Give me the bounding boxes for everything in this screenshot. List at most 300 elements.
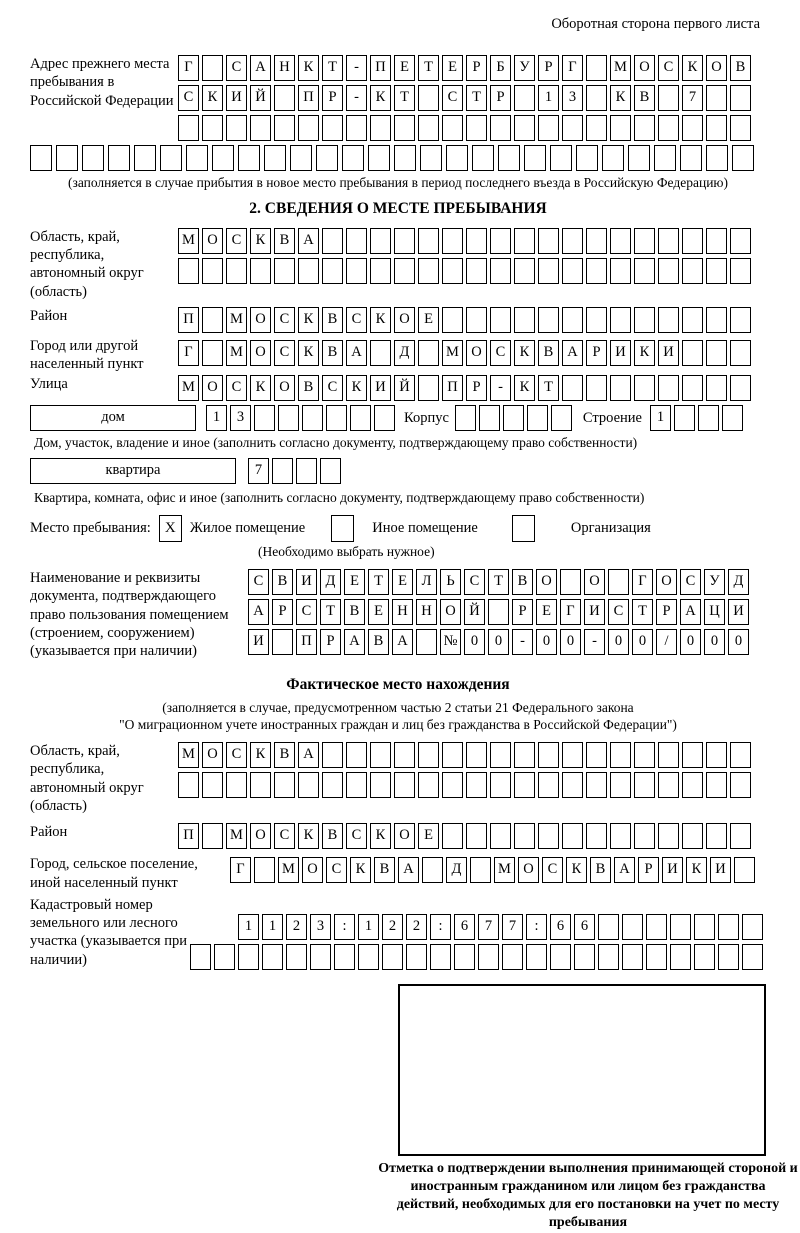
char-cell: Б bbox=[490, 55, 511, 81]
char-cell: К bbox=[298, 340, 319, 366]
char-cell: - bbox=[584, 629, 605, 655]
char-cell bbox=[56, 145, 78, 171]
stroenie-cells bbox=[650, 405, 746, 431]
char-cell: П bbox=[442, 375, 463, 401]
char-cell bbox=[682, 823, 703, 849]
char-cell: 0 bbox=[560, 629, 581, 655]
char-cell bbox=[488, 599, 509, 625]
char-cell bbox=[634, 228, 655, 254]
char-cell bbox=[490, 228, 511, 254]
char-cell bbox=[610, 742, 631, 768]
actual-region-row-1 bbox=[178, 742, 754, 768]
char-cell bbox=[202, 823, 223, 849]
house-note: Дом, участок, владение и иное (заполнить согласно документу, подтверждающему право собственности) bbox=[34, 435, 638, 451]
char-cell bbox=[466, 258, 487, 284]
char-cell bbox=[602, 145, 624, 171]
char-cell bbox=[706, 258, 727, 284]
char-cell bbox=[562, 228, 583, 254]
district-cells bbox=[178, 307, 754, 333]
char-cell: Й bbox=[394, 375, 415, 401]
char-cell: В bbox=[374, 857, 395, 883]
char-cell: 0 bbox=[608, 629, 629, 655]
char-cell: А bbox=[614, 857, 635, 883]
house-box-label: дом bbox=[30, 405, 196, 431]
char-cell bbox=[370, 228, 391, 254]
char-cell: Д bbox=[394, 340, 415, 366]
char-cell: Г bbox=[632, 569, 653, 595]
char-cell bbox=[298, 258, 319, 284]
char-cell: Р bbox=[586, 340, 607, 366]
char-cell bbox=[394, 772, 415, 798]
char-cell bbox=[706, 115, 727, 141]
char-cell bbox=[274, 85, 295, 111]
char-cell bbox=[730, 115, 751, 141]
char-cell: Р bbox=[466, 55, 487, 81]
char-cell bbox=[350, 405, 371, 431]
char-cell bbox=[682, 375, 703, 401]
char-cell: О bbox=[634, 55, 655, 81]
stay-type-note: (Необходимо выбрать нужное) bbox=[258, 544, 435, 560]
char-cell bbox=[718, 914, 739, 940]
char-cell bbox=[406, 944, 427, 970]
char-cell bbox=[514, 823, 535, 849]
char-cell: К bbox=[514, 340, 535, 366]
char-cell: Ц bbox=[704, 599, 725, 625]
actual-district-cells bbox=[178, 823, 754, 849]
char-cell: М bbox=[610, 55, 631, 81]
char-cell bbox=[586, 375, 607, 401]
korpus-label: Корпус bbox=[404, 410, 449, 427]
char-cell: У bbox=[514, 55, 535, 81]
actual-city-cells bbox=[230, 857, 758, 883]
char-cell: М bbox=[278, 857, 299, 883]
char-cell bbox=[682, 742, 703, 768]
char-cell bbox=[622, 944, 643, 970]
char-cell: Д bbox=[728, 569, 749, 595]
char-cell: В bbox=[590, 857, 611, 883]
doc-row-3 bbox=[248, 629, 752, 655]
char-cell bbox=[479, 405, 500, 431]
char-cell bbox=[490, 823, 511, 849]
char-cell bbox=[202, 55, 223, 81]
char-cell bbox=[610, 772, 631, 798]
street-cells bbox=[178, 375, 754, 401]
char-cell: В bbox=[368, 629, 389, 655]
char-cell bbox=[394, 258, 415, 284]
prev-address-note: (заполняется в случае прибытия в новое место пребывания в период последнего въезда в Российскую Федерацию) bbox=[67, 175, 729, 190]
city-label: Город или другой населенный пункт bbox=[30, 337, 144, 373]
section2-title: 2. СВЕДЕНИЯ О МЕСТЕ ПРЕБЫВАНИЯ bbox=[249, 199, 547, 217]
char-cell bbox=[370, 258, 391, 284]
char-cell bbox=[394, 115, 415, 141]
char-cell bbox=[446, 145, 468, 171]
actual-location-note-1: (заполняется в случае, предусмотренном частью 2 статьи 21 Федерального закона bbox=[162, 700, 634, 716]
char-cell bbox=[30, 145, 52, 171]
cadastre-block bbox=[30, 896, 766, 974]
char-cell bbox=[730, 823, 751, 849]
apartment-cells bbox=[248, 458, 344, 484]
region-label: Область, край, республика, автономный округ (область) bbox=[30, 228, 144, 300]
char-cell bbox=[658, 85, 679, 111]
char-cell bbox=[550, 145, 572, 171]
char-cell bbox=[527, 405, 548, 431]
char-cell bbox=[538, 772, 559, 798]
char-cell: 7 bbox=[248, 458, 269, 484]
char-cell bbox=[490, 258, 511, 284]
char-cell bbox=[442, 307, 463, 333]
char-cell bbox=[418, 340, 439, 366]
char-cell: С bbox=[274, 340, 295, 366]
char-cell: Г bbox=[178, 340, 199, 366]
char-cell: К bbox=[298, 823, 319, 849]
char-cell bbox=[302, 405, 323, 431]
char-cell bbox=[586, 55, 607, 81]
char-cell: П bbox=[298, 85, 319, 111]
char-cell bbox=[418, 772, 439, 798]
char-cell bbox=[706, 772, 727, 798]
cadastre-row-1 bbox=[208, 914, 766, 940]
char-cell: К bbox=[682, 55, 703, 81]
char-cell bbox=[214, 944, 235, 970]
char-cell bbox=[490, 115, 511, 141]
char-cell bbox=[730, 375, 751, 401]
char-cell: М bbox=[494, 857, 515, 883]
char-cell bbox=[674, 405, 695, 431]
char-cell: : bbox=[526, 914, 547, 940]
char-cell: М bbox=[226, 307, 247, 333]
char-cell: К bbox=[250, 375, 271, 401]
char-cell: Р bbox=[538, 55, 559, 81]
char-cell bbox=[478, 944, 499, 970]
char-cell bbox=[226, 115, 247, 141]
char-cell bbox=[238, 145, 260, 171]
char-cell: С bbox=[248, 569, 269, 595]
char-cell bbox=[254, 405, 275, 431]
char-cell bbox=[430, 944, 451, 970]
char-cell: И bbox=[296, 569, 317, 595]
char-cell bbox=[658, 375, 679, 401]
actual-region-block bbox=[30, 742, 766, 815]
char-cell: 6 bbox=[574, 914, 595, 940]
prev-address-block bbox=[30, 55, 766, 145]
char-cell: 0 bbox=[680, 629, 701, 655]
char-cell: О bbox=[536, 569, 557, 595]
char-cell bbox=[418, 375, 439, 401]
stay-option-organization-checkbox bbox=[512, 515, 535, 542]
char-cell: О bbox=[202, 742, 223, 768]
char-cell bbox=[706, 340, 727, 366]
char-cell bbox=[706, 228, 727, 254]
char-cell: 1 bbox=[538, 85, 559, 111]
char-cell: О bbox=[274, 375, 295, 401]
char-cell bbox=[178, 258, 199, 284]
char-cell bbox=[358, 944, 379, 970]
actual-location-title: Фактическое место нахождения bbox=[286, 676, 510, 694]
char-cell: - bbox=[490, 375, 511, 401]
char-cell bbox=[490, 742, 511, 768]
char-cell bbox=[551, 405, 572, 431]
char-cell bbox=[514, 85, 535, 111]
char-cell: К bbox=[370, 85, 391, 111]
doc-label: Наименование и реквизиты документа, подтверждающего право пользования помещением (строением, сооружением) (указывается при наличии) bbox=[30, 570, 229, 660]
char-cell bbox=[514, 772, 535, 798]
actual-city-label: Город, сельское поселение, иной населенный пункт bbox=[30, 856, 198, 891]
char-cell bbox=[550, 944, 571, 970]
char-cell bbox=[538, 228, 559, 254]
char-cell: О bbox=[440, 599, 461, 625]
char-cell: Р bbox=[638, 857, 659, 883]
char-cell bbox=[730, 340, 751, 366]
char-cell bbox=[238, 944, 259, 970]
char-cell bbox=[732, 145, 754, 171]
char-cell: А bbox=[346, 340, 367, 366]
char-cell: К bbox=[566, 857, 587, 883]
char-cell bbox=[586, 307, 607, 333]
street-block bbox=[30, 375, 766, 401]
char-cell bbox=[272, 458, 293, 484]
char-cell bbox=[262, 944, 283, 970]
char-cell: 0 bbox=[536, 629, 557, 655]
stay-option-other-checkbox bbox=[331, 515, 354, 542]
char-cell bbox=[562, 258, 583, 284]
char-cell bbox=[160, 145, 182, 171]
actual-region-label: Область, край, республика, автономный округ (область) bbox=[30, 743, 144, 814]
char-cell: 7 bbox=[478, 914, 499, 940]
char-cell: С bbox=[296, 599, 317, 625]
char-cell bbox=[634, 772, 655, 798]
char-cell: Р bbox=[490, 85, 511, 111]
char-cell: В bbox=[344, 599, 365, 625]
char-cell bbox=[682, 115, 703, 141]
char-cell bbox=[658, 228, 679, 254]
char-cell bbox=[346, 228, 367, 254]
char-cell bbox=[670, 914, 691, 940]
char-cell: И bbox=[662, 857, 683, 883]
char-cell: Т bbox=[320, 599, 341, 625]
stay-option-residential-label: Жилое помещение bbox=[189, 520, 306, 537]
char-cell bbox=[490, 772, 511, 798]
char-cell bbox=[442, 823, 463, 849]
char-cell: О bbox=[202, 375, 223, 401]
char-cell bbox=[290, 145, 312, 171]
actual-region-row-2 bbox=[178, 772, 754, 798]
char-cell bbox=[560, 569, 581, 595]
city-block bbox=[30, 337, 766, 374]
char-cell bbox=[610, 375, 631, 401]
char-cell: Е bbox=[536, 599, 557, 625]
char-cell bbox=[346, 115, 367, 141]
char-cell bbox=[212, 145, 234, 171]
char-cell bbox=[586, 742, 607, 768]
char-cell bbox=[730, 742, 751, 768]
char-cell bbox=[654, 145, 676, 171]
char-cell: : bbox=[334, 914, 355, 940]
char-cell bbox=[524, 145, 546, 171]
char-cell: Т bbox=[632, 599, 653, 625]
char-cell bbox=[346, 742, 367, 768]
char-cell: С bbox=[226, 375, 247, 401]
doc-block bbox=[30, 569, 766, 660]
stay-type-row bbox=[30, 515, 766, 542]
char-cell bbox=[586, 85, 607, 111]
char-cell bbox=[682, 228, 703, 254]
char-cell: П bbox=[370, 55, 391, 81]
char-cell bbox=[274, 115, 295, 141]
char-cell: 3 bbox=[230, 405, 251, 431]
char-cell bbox=[538, 258, 559, 284]
char-cell bbox=[562, 823, 583, 849]
char-cell bbox=[368, 145, 390, 171]
char-cell bbox=[503, 405, 524, 431]
char-cell: И bbox=[248, 629, 269, 655]
char-cell: Г bbox=[560, 599, 581, 625]
char-cell: 0 bbox=[704, 629, 725, 655]
char-cell: 3 bbox=[562, 85, 583, 111]
char-cell bbox=[706, 85, 727, 111]
char-cell: 6 bbox=[550, 914, 571, 940]
char-cell bbox=[658, 115, 679, 141]
char-cell: 3 bbox=[310, 914, 331, 940]
char-cell: О bbox=[302, 857, 323, 883]
char-cell: 1 bbox=[262, 914, 283, 940]
district-block bbox=[30, 307, 766, 333]
char-cell: 2 bbox=[286, 914, 307, 940]
char-cell bbox=[442, 115, 463, 141]
char-cell bbox=[202, 115, 223, 141]
char-cell bbox=[370, 115, 391, 141]
prev-address-rows bbox=[178, 55, 754, 145]
char-cell bbox=[538, 307, 559, 333]
char-cell: 0 bbox=[728, 629, 749, 655]
char-cell: № bbox=[440, 629, 461, 655]
char-cell bbox=[322, 115, 343, 141]
char-cell bbox=[562, 307, 583, 333]
char-cell: И bbox=[226, 85, 247, 111]
stay-option-organization-label: Организация bbox=[570, 520, 651, 537]
page-side-note: Оборотная сторона первого листа bbox=[551, 16, 760, 32]
char-cell bbox=[418, 258, 439, 284]
char-cell bbox=[722, 405, 743, 431]
char-cell bbox=[394, 742, 415, 768]
char-cell bbox=[334, 944, 355, 970]
char-cell bbox=[562, 772, 583, 798]
char-cell bbox=[470, 857, 491, 883]
char-cell bbox=[682, 772, 703, 798]
char-cell bbox=[374, 405, 395, 431]
char-cell: С bbox=[490, 340, 511, 366]
char-cell: К bbox=[610, 85, 631, 111]
house-row bbox=[30, 405, 766, 431]
char-cell: О bbox=[518, 857, 539, 883]
char-cell: А bbox=[298, 742, 319, 768]
char-cell bbox=[310, 944, 331, 970]
char-cell bbox=[416, 629, 437, 655]
char-cell: В bbox=[322, 340, 343, 366]
char-cell: С bbox=[226, 55, 247, 81]
char-cell: Р bbox=[320, 629, 341, 655]
confirmation-stamp-box bbox=[398, 984, 766, 1156]
char-cell: В bbox=[512, 569, 533, 595]
char-cell: П bbox=[296, 629, 317, 655]
char-cell bbox=[442, 772, 463, 798]
char-cell bbox=[658, 307, 679, 333]
doc-row-2 bbox=[248, 599, 752, 625]
char-cell bbox=[610, 228, 631, 254]
char-cell: А bbox=[298, 228, 319, 254]
char-cell bbox=[418, 85, 439, 111]
char-cell bbox=[706, 375, 727, 401]
char-cell: Н bbox=[416, 599, 437, 625]
char-cell bbox=[682, 340, 703, 366]
char-cell: Н bbox=[392, 599, 413, 625]
char-cell bbox=[742, 914, 763, 940]
char-cell bbox=[658, 823, 679, 849]
char-cell bbox=[264, 145, 286, 171]
char-cell bbox=[610, 115, 631, 141]
char-cell: Е bbox=[344, 569, 365, 595]
char-cell bbox=[610, 823, 631, 849]
char-cell: С bbox=[274, 307, 295, 333]
char-cell bbox=[322, 772, 343, 798]
char-cell bbox=[454, 944, 475, 970]
char-cell bbox=[322, 742, 343, 768]
stay-type-label: Место пребывания: bbox=[30, 520, 151, 537]
char-cell bbox=[490, 307, 511, 333]
char-cell: В bbox=[322, 823, 343, 849]
char-cell bbox=[466, 228, 487, 254]
char-cell: 0 bbox=[632, 629, 653, 655]
char-cell: О bbox=[202, 228, 223, 254]
char-cell bbox=[422, 857, 443, 883]
char-cell bbox=[682, 307, 703, 333]
char-cell: Л bbox=[416, 569, 437, 595]
char-cell bbox=[394, 145, 416, 171]
char-cell: С bbox=[178, 85, 199, 111]
cadastre-row-2 bbox=[208, 944, 766, 970]
char-cell: О bbox=[394, 823, 415, 849]
char-cell: О bbox=[250, 307, 271, 333]
char-cell: М bbox=[442, 340, 463, 366]
char-cell bbox=[394, 228, 415, 254]
char-cell bbox=[382, 944, 403, 970]
char-cell: Г bbox=[178, 55, 199, 81]
region-row-2 bbox=[178, 258, 754, 284]
char-cell: Р bbox=[272, 599, 293, 625]
char-cell bbox=[466, 742, 487, 768]
char-cell: О bbox=[706, 55, 727, 81]
char-cell bbox=[698, 405, 719, 431]
char-cell bbox=[538, 115, 559, 141]
actual-district-block bbox=[30, 823, 766, 849]
char-cell bbox=[442, 742, 463, 768]
char-cell bbox=[370, 772, 391, 798]
char-cell bbox=[598, 944, 619, 970]
char-cell: А bbox=[248, 599, 269, 625]
char-cell bbox=[316, 145, 338, 171]
char-cell: С bbox=[346, 823, 367, 849]
char-cell: Т bbox=[322, 55, 343, 81]
char-cell bbox=[322, 258, 343, 284]
char-cell: М bbox=[178, 742, 199, 768]
char-cell: В bbox=[274, 742, 295, 768]
char-cell: 1 bbox=[206, 405, 227, 431]
char-cell: М bbox=[226, 823, 247, 849]
apartment-box-label: квартира bbox=[30, 458, 236, 484]
char-cell: Ь bbox=[440, 569, 461, 595]
char-cell bbox=[730, 307, 751, 333]
char-cell bbox=[586, 228, 607, 254]
char-cell bbox=[562, 742, 583, 768]
